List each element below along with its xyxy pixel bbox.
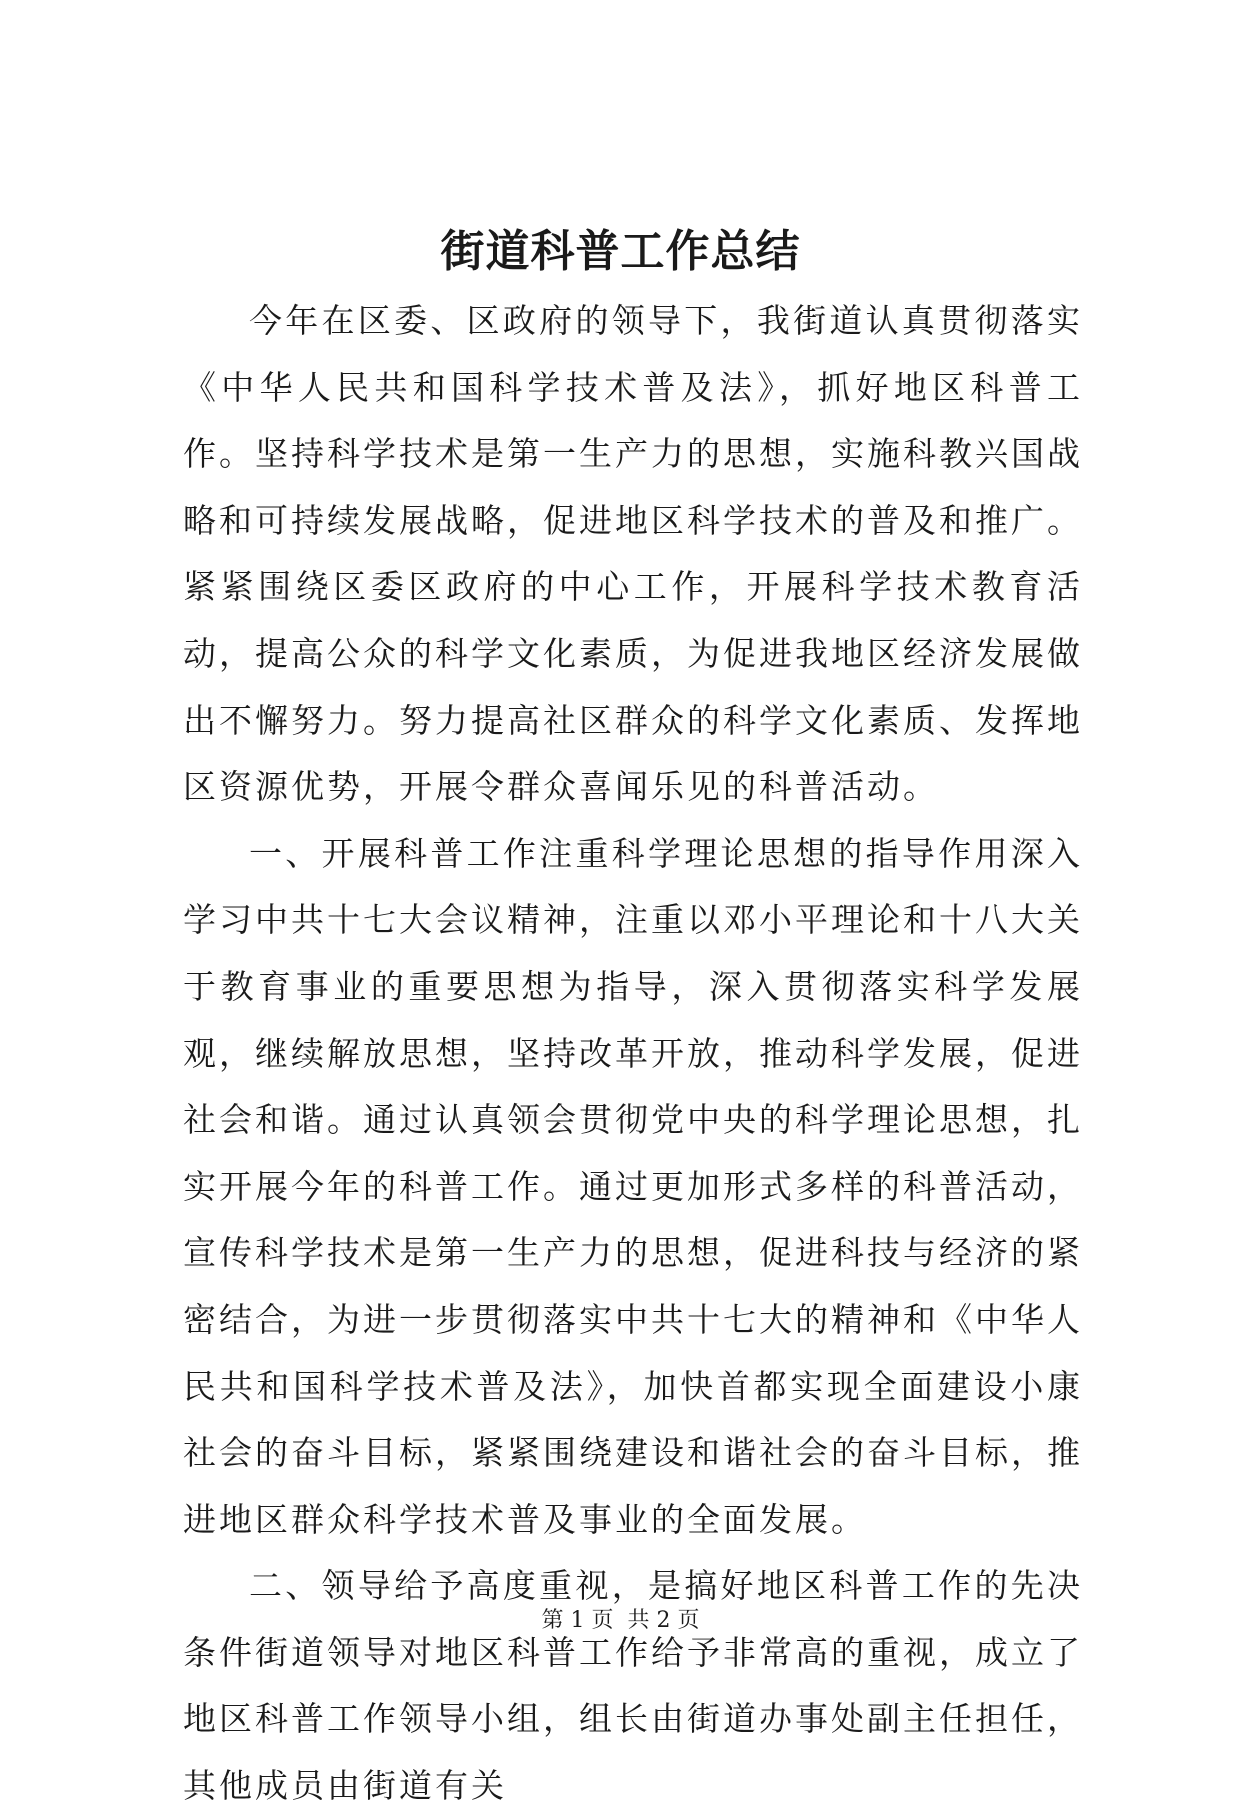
page-total: 共 2 页 [627, 1608, 700, 1633]
page-footer [0, 1606, 1241, 1636]
document-title: 街道科普工作总结 [440, 226, 801, 277]
paragraph-intro: 今年在区委、区政府的领导下，我街道认真贯彻落实《中华人民共和国科学技术普及法》，抓好地区科普工作。坚持科学技术是第一生产力的思想，实施科教兴国战略和可持续发展战略，促进地区科学技术的普及和推广。紧紧围绕区委区政府的中心工作，开展科学技术教育活动，提高公众的科学文化素质，为促进我地区经济发展做出不懈努力。努力提高社区群众的科学文化素质、发挥地区资源优势，开展令群众喜闻乐见的科普活动。 [183, 301, 1083, 807]
document-body [183, 288, 1083, 1820]
page-number: 第 1 页 [541, 1608, 614, 1633]
paragraph-section-one: 一、开展科普工作注重科学理论思想的指导作用深入学习中共十七大会议精神，注重以邓小平理论和十八大关于教育事业的重要思想为指导，深入贯彻落实科学发展观，继续解放思想，坚持改革开放，推动科学发展，促进社会和谐。通过认真领会贯彻党中央的科学理论思想，扎实开展今年的科普工作。通过更加形式多样的科普活动，宣传科学技术是第一生产力的思想，促进科技与经济的紧密结合，为进一步贯彻落实中共十七大的精神和《中华人民共和国科学技术普及法》，加快首都实现全面建设小康社会的奋斗目标，紧紧围绕建设和谐社会的奋斗目标，推进地区群众科学技术普及事业的全面发展。 [183, 833, 1083, 1539]
paragraph-section-two: 二、领导给予高度重视，是搞好地区科普工作的先决条件街道领导对地区科普工作给予非常高的重视，成立了地区科普工作领导小组，组长由街道办事处副主任担任，其他成员由街道有关 [183, 1566, 1083, 1806]
